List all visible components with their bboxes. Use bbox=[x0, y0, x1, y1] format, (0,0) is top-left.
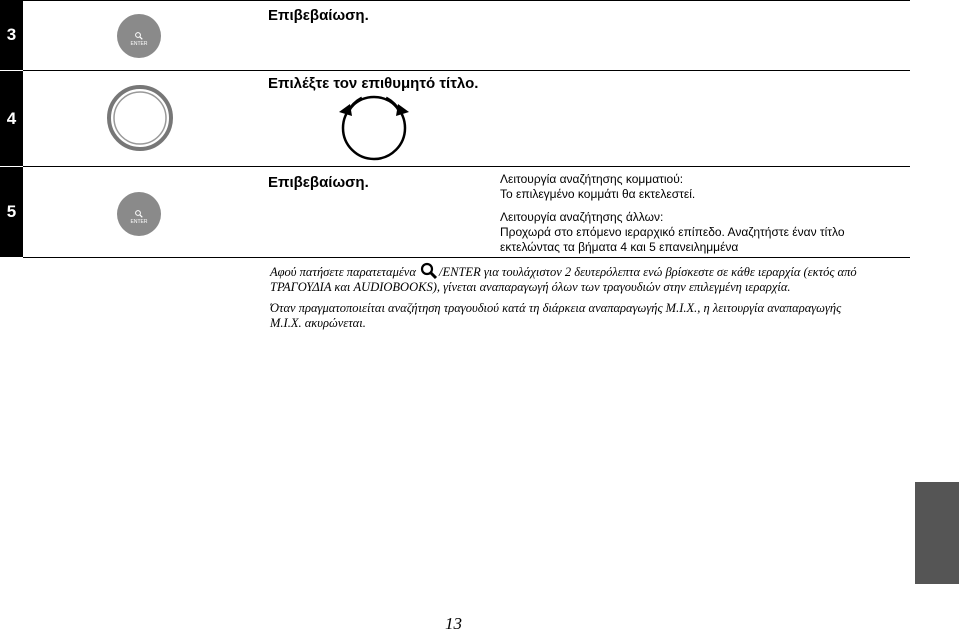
enter-label: ENTER bbox=[130, 41, 148, 47]
page-number: 13 bbox=[445, 614, 462, 633]
footnote-line: M.I.X. ακυρώνεται. bbox=[270, 316, 366, 330]
step-5-number: 5 bbox=[0, 167, 23, 257]
step-4-title: Επιλέξτε τον επιθυμητό τίτλο. bbox=[268, 75, 479, 92]
step-5-note-line: Το επιλεγμένο κομμάτι θα εκτελεστεί. bbox=[500, 187, 696, 201]
search-icon bbox=[117, 14, 161, 58]
step-5-note-line: εκτελώντας τα βήματα 4 και 5 επανειλημμένα bbox=[500, 240, 739, 254]
step-5-note-line: Λειτουργία αναζήτησης άλλων: bbox=[500, 210, 664, 224]
step-4-number: 4 bbox=[0, 71, 23, 166]
enter-button-step-5 bbox=[117, 192, 161, 236]
top-divider bbox=[23, 0, 910, 1]
footnote-text: Αφού πατήσετε παρατεταμένα bbox=[270, 265, 416, 279]
step-divider bbox=[23, 166, 910, 167]
section-side-tab bbox=[915, 482, 959, 584]
footnote-text: /ENTER για τουλάχιστον 2 δευτερόλεπτα ενώ βρίσκεστε σε κάθε ιεραρχία (εκτός από bbox=[439, 265, 857, 279]
search-icon bbox=[117, 192, 161, 236]
step-5-note-line: Λειτουργία αναζήτησης κομματιού: bbox=[500, 172, 684, 186]
enter-button-step-3 bbox=[117, 14, 161, 58]
search-icon bbox=[420, 262, 438, 280]
step-3-title: Επιβεβαίωση. bbox=[268, 7, 369, 24]
footnote-line: Όταν πραγματοποιείται αναζήτηση τραγουδιού κατά τη διάρκεια αναπαραγωγής M.I.X., η λειτουργία αναπαραγωγής bbox=[270, 301, 842, 315]
enter-label: ENTER bbox=[130, 219, 148, 225]
step-3-number: 3 bbox=[0, 0, 23, 70]
step-divider bbox=[23, 257, 910, 258]
footnote-line bbox=[270, 262, 857, 280]
step-divider bbox=[23, 70, 910, 71]
step-5-title: Επιβεβαίωση. bbox=[268, 174, 369, 191]
rotary-knob-icon bbox=[105, 83, 175, 153]
step-5-note-line: Προχωρά στο επόμενο ιεραρχικό επίπεδο. Αναζητήστε έναν τίτλο bbox=[500, 225, 845, 239]
footnote-line: ΤΡΑΓΟΥΔΙΑ και AUDIOBOOKS), γίνεται αναπαραγωγή όλων των τραγουδιών στην επιλεγμένη ιεραρχία. bbox=[270, 280, 791, 294]
rotate-arrows-icon bbox=[332, 86, 416, 170]
